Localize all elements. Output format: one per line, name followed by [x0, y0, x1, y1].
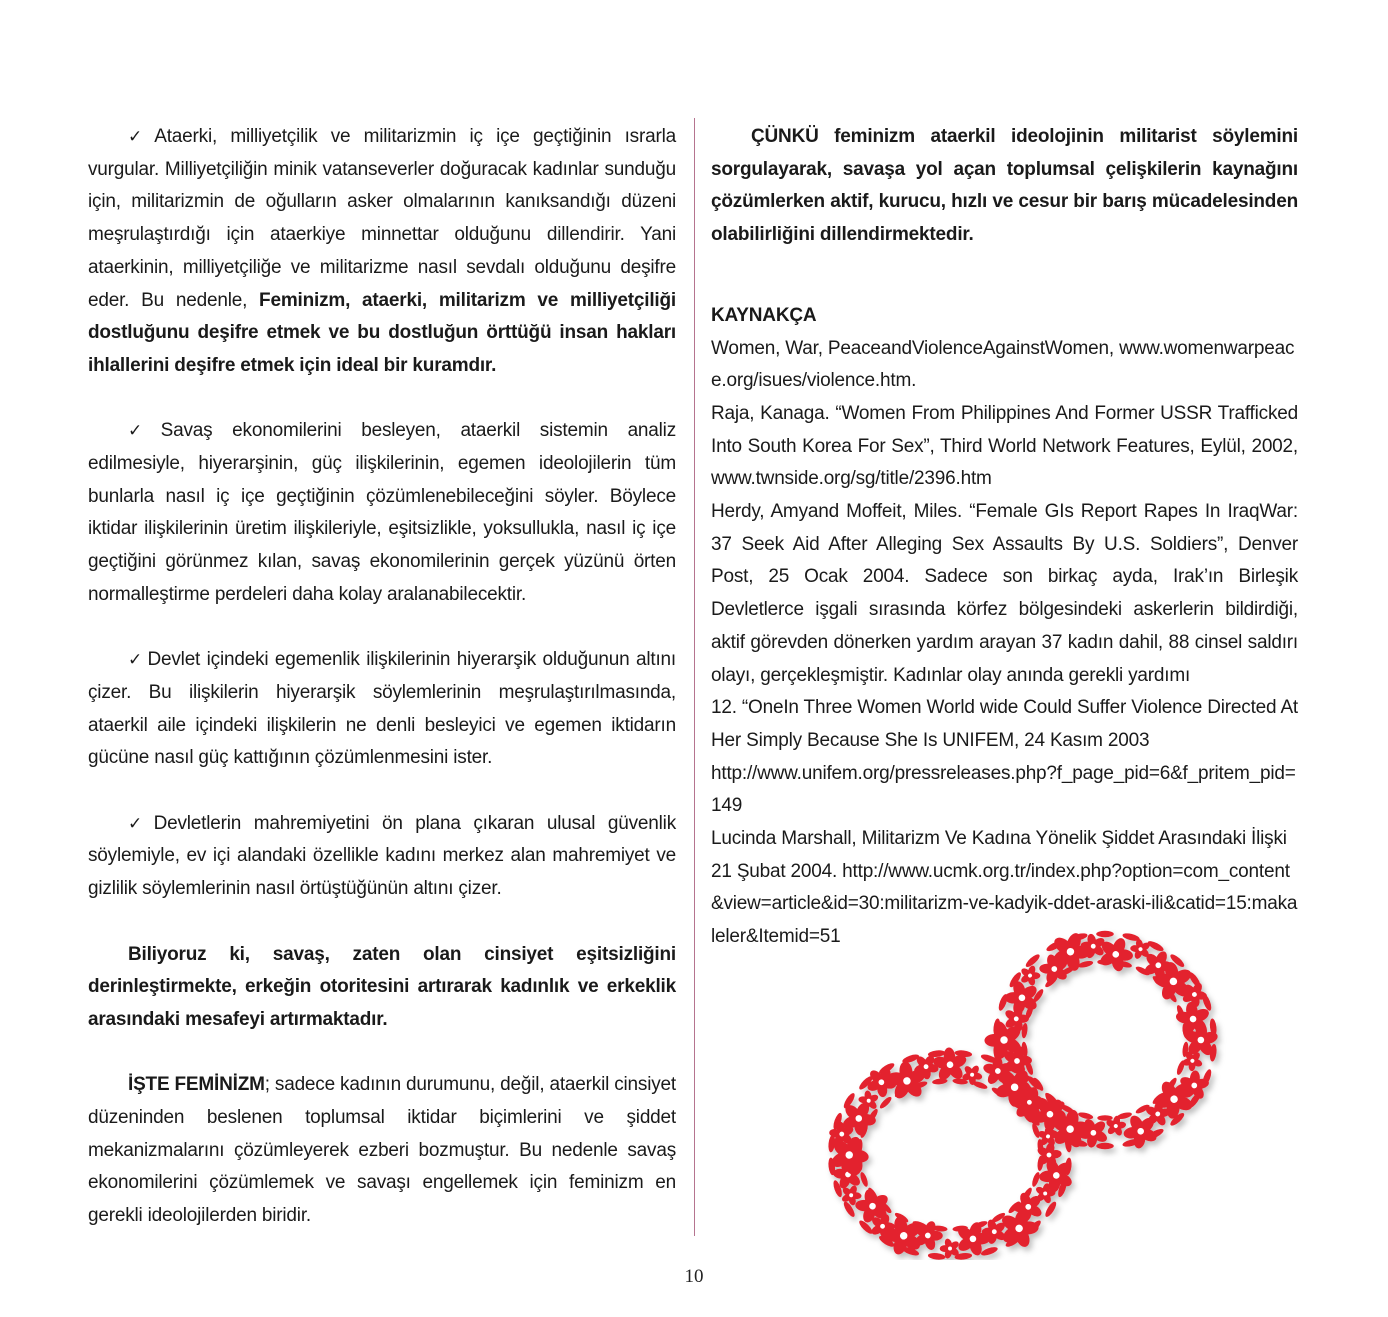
reference-4-url: http://www.unifem.org/pressreleases.php?f_page_pid=6&f_pritem_pid=149	[711, 762, 1296, 817]
paragraph-5-bold: Biliyoruz ki, savaş, zaten olan cinsiyet eşitsizliğini derinleştirmekte, erkeğin otoritesini artırarak kadınlık ve erkeklik arasındaki mesafeyi artırmaktadır.	[88, 943, 676, 1030]
floral-figure-eight-ornament	[820, 920, 1240, 1260]
left-column	[88, 121, 676, 1233]
right-column	[711, 121, 1298, 954]
reference-1: Women, War, PeaceandViolenceAgainstWomen, www.womenwarpeace.org/isues/violence.htm.	[711, 337, 1295, 392]
check-icon: ✓	[128, 813, 150, 834]
check-icon: ✓	[128, 127, 151, 147]
reference-4: 12. “OneIn Three Women World wide Could Suffer Violence Directed At Her Simply Because She Is UNIFEM, 24 Kasım 2003	[711, 697, 1298, 751]
check-icon: ✓	[128, 421, 157, 442]
check-icon: ✓	[128, 650, 144, 671]
paragraph-4: ✓ Devletlerin mahremiyetini ön plana çıkaran ulusal güvenlik söylemiyle, ev içi alandaki özellikle kadını merkez alan mahremiyet ve gizlilik söylemlerinin nasıl örtüştüğünün altını çizer.	[88, 812, 677, 900]
paragraph-2: ✓ Savaş ekonomilerini besleyen, ataerkil sistemin analiz edilmesiyle, hiyerarşinin, güç ilişkilerinin, egemen ideolojilerin tüm bunlarla nasıl iç içe geçtiğinin çözümlenebileceğini söyler. Böylece iktidar ilişkilerinin üretim ilişkileriyle, eşitsizlikle, yoksullukla, nasıl iç içe geçtiğini görünmez kılan, savaş ekonomilerinin gerçek yüzünü örten normalleştirme perdeleri daha kolay aralanabilecektir.	[88, 420, 677, 605]
reference-3: Herdy, Amyand Moffeit, Miles. “Female GIs Report Rapes In IraqWar: 37 Seek Aid After Alleging Sex Assaults By U.S. Soldiers”, Denver Post, 25 Ocak 2004. Sadece son birkaç ayda, Irak’ın Birleşik Devletlerce işgali sırasında körfez bölgesindeki askerlerin bildirdiği, aktif görevden dönerken yardım arayan 37 kadın dahil, 88 cinsel saldırı olayı, gerçekleşmiştir. Kadınlar olay anında gerekli yardımı	[711, 501, 1298, 686]
conclusion-paragraph: ÇÜNKÜ feminizm ataerkil ideolojinin militarist söylemini sorgulayarak, savaşa yol açan toplumsal çelişkilerin kaynağını çözümlerken aktif, kurucu, hızlı ve cesur bir barış mücadelesinden olabilirliğini dillendirmektedir.	[711, 126, 1298, 246]
column-divider	[694, 118, 695, 1236]
page-number: 10	[684, 1266, 704, 1287]
paragraph-3: ✓ Devlet içindeki egemenlik ilişkilerinin hiyerarşik olduğunun altını çizer. Bu ilişkilerin hiyerarşik söylemlerinin meşrulaştırılmasında, ataerkil aile içindeki ilişkilerin ne denli besleyici ve egemen iktidarın gücüne nasıl güç kattığının çözümlenmesini ister.	[88, 649, 677, 769]
references-heading: KAYNAKÇA	[711, 304, 817, 326]
paragraph-6: İŞTE FEMİNİZM; sadece kadının durumunu, değil, ataerkil cinsiyet düzeninden beslenen toplumsal iktidar biçimlerini ve şiddet mekanizmalarını çözümleyerek ezberi bozmuştur. Bu nedenle savaş ekonomilerini çözümlemek ve savaşı engellemek için feminizm en gerekli ideolojilerden biridir.	[88, 1074, 676, 1227]
reference-5: Lucinda Marshall, Militarizm Ve Kadına Yönelik Şiddet Arasındaki İlişki 21 Şubat 2004. http://www.ucmk.org.tr/index.php?option=com_content&view=article&id=30:militarizm-ve-kadyik-ddet-araski-ili&catid=15:makaleler&Itemid=51	[711, 828, 1298, 948]
paragraph-1: ✓ Ataerki, milliyetçilik ve militarizmin iç içe geçtiğinin ısrarla vurgular. Milliyetçiliğin minik vatanseverler doğuracak kadınlar sunduğu için, militarizmin de oğulların asker olmalarının kanıksandığı düzeni meşrulaştırdığı için ataerkiye minnettar olduğunu dillendirir. Yani ataerkinin, milliyetçiliğe ve militarizme nasıl sevdalı olduğunu deşifre eder. Bu nedenle, Feminizm, ataerki, militarizm ve milliyetçiliği dostluğunu deşifre etmek ve bu dostluğun örttüğü insan hakları ihlallerini deşifre etmek için ideal bir kuramdır.	[88, 126, 677, 376]
reference-2: Raja, Kanaga. “Women From Philippines And Former USSR Trafficked Into South Korea For Sex”, Third World Network Features, Eylül, 2002, www.twnside.org/sg/title/2396.htm	[711, 402, 1298, 490]
